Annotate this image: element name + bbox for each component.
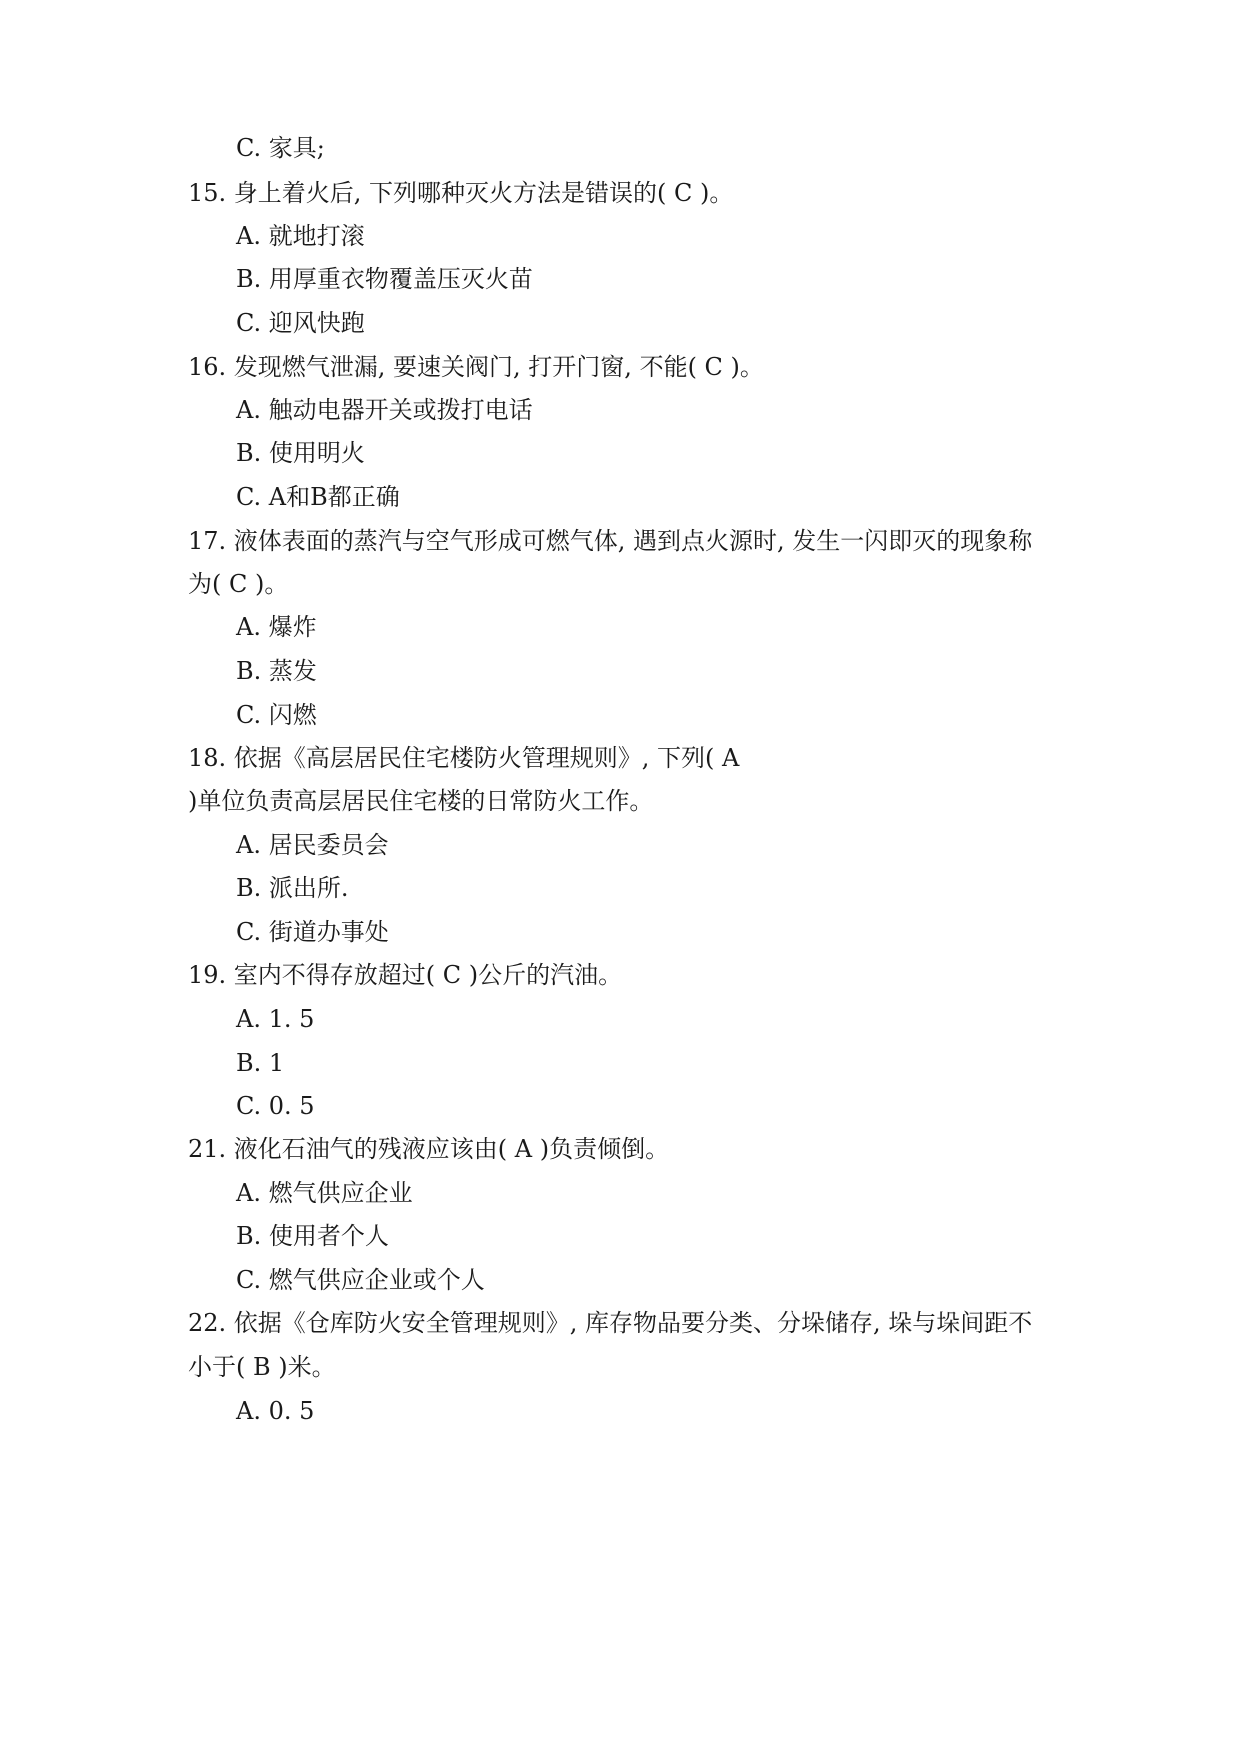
option-line: A. 居民委员会 [236, 831, 389, 859]
option-line: C. 燃气供应企业或个人 [236, 1266, 485, 1294]
option-line: A. 就地打滚 [236, 222, 365, 250]
question-line: 17. 液体表面的蒸汽与空气形成可燃气体, 遇到点火源时, 发生一闪即灭的现象称 [188, 527, 1033, 555]
option-line: C. 0. 5 [236, 1092, 315, 1120]
option-line: A. 爆炸 [236, 613, 317, 641]
option-line: B. 蒸发 [236, 657, 317, 685]
question-line: 18. 依据《高层居民住宅楼防火管理规则》, 下列( A [188, 744, 740, 772]
option-line: C. 家具; [236, 134, 325, 162]
option-line: B. 使用者个人 [236, 1222, 389, 1250]
option-line: C. 迎风快跑 [236, 309, 365, 337]
option-line: B. 使用明火 [236, 439, 365, 467]
option-line: C. A和B都正确 [236, 483, 400, 511]
question-line-continued: 小于( B )米。 [188, 1353, 336, 1381]
option-line: B. 1 [236, 1049, 285, 1077]
option-line: A. 0. 5 [236, 1397, 315, 1425]
option-line: A. 燃气供应企业 [236, 1179, 413, 1207]
option-line: B. 派出所. [236, 874, 349, 902]
option-line: A. 触动电器开关或拨打电话 [236, 396, 533, 424]
option-line: C. 闪燃 [236, 701, 317, 729]
option-line: B. 用厚重衣物覆盖压灭火苗 [236, 265, 533, 293]
question-line: 21. 液化石油气的残液应该由( A )负责倾倒。 [188, 1135, 670, 1163]
question-line-continued: )单位负责高层居民住宅楼的日常防火工作。 [188, 787, 654, 815]
option-line: A. 1. 5 [236, 1005, 315, 1033]
question-line-continued: 为( C )。 [188, 570, 289, 598]
option-line: C. 街道办事处 [236, 918, 389, 946]
question-line: 19. 室内不得存放超过( C )公斤的汽油。 [188, 961, 623, 989]
question-line: 22. 依据《仓库防火安全管理规则》, 库存物品要分类、分垛储存, 垛与垛间距不 [188, 1309, 1033, 1337]
question-line: 15. 身上着火后, 下列哪种灭火方法是错误的( C )。 [188, 179, 734, 207]
question-line: 16. 发现燃气泄漏, 要速关阀门, 打开门窗, 不能( C )。 [188, 353, 764, 381]
